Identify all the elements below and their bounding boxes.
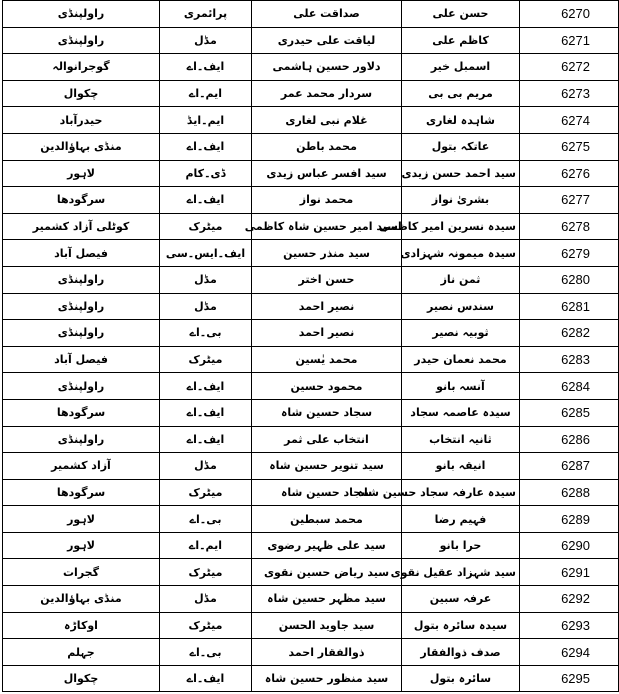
table-row (3, 240, 619, 267)
table-row (3, 107, 619, 134)
serial-number-cell: 6270 (520, 1, 619, 28)
city-cell: گوجرانوالہ (3, 54, 160, 81)
city-cell: اوکاڑہ (3, 612, 160, 639)
name-cell: بشریٰ نواز (402, 187, 520, 214)
name-cell: سیدہ نسرین امیر کاظمی (402, 213, 520, 240)
father-name-cell: محمد نواز (252, 187, 402, 214)
serial-number-cell: 6288 (520, 479, 619, 506)
serial-number-cell: 6275 (520, 133, 619, 160)
city-cell: فیصل آباد (3, 346, 160, 373)
city-cell: راولپنڈی (3, 320, 160, 347)
table-row (3, 320, 619, 347)
name-cell: ثوبیہ نصیر (402, 320, 520, 347)
table-row (3, 586, 619, 613)
serial-number-cell: 6290 (520, 532, 619, 559)
city-cell: لاہور (3, 532, 160, 559)
name-cell: عرفہ سبین (402, 586, 520, 613)
table-row (3, 27, 619, 54)
education-cell: میٹرک (160, 479, 252, 506)
name-cell: سیدہ سائرہ بتول (402, 612, 520, 639)
education-cell: ایف۔ایس۔سی (160, 240, 252, 267)
education-cell: مڈل (160, 266, 252, 293)
serial-number-cell: 6293 (520, 612, 619, 639)
father-name-cell: لیاقت علی حیدری (252, 27, 402, 54)
education-cell: بی۔اے (160, 639, 252, 666)
education-cell: ایف۔اے (160, 665, 252, 692)
serial-number-cell: 6289 (520, 506, 619, 533)
city-cell: راولپنڈی (3, 426, 160, 453)
name-cell: سید شہزاد عقیل نقوی (402, 559, 520, 586)
name-cell: عاتکہ بتول (402, 133, 520, 160)
father-name-cell: سید منذر حسین (252, 240, 402, 267)
table-row (3, 187, 619, 214)
serial-number-cell: 6281 (520, 293, 619, 320)
serial-number-cell: 6295 (520, 665, 619, 692)
father-name-cell: محمد سبطین (252, 506, 402, 533)
education-cell: ایف۔اے (160, 426, 252, 453)
serial-number-cell: 6291 (520, 559, 619, 586)
father-name-cell: سید منظور حسین شاہ (252, 665, 402, 692)
father-name-cell: سید علی ظہیر رضوی (252, 532, 402, 559)
name-cell: محمد نعمان حیدر (402, 346, 520, 373)
education-cell: ڈی۔کام (160, 160, 252, 187)
serial-number-cell: 6282 (520, 320, 619, 347)
table-row (3, 559, 619, 586)
serial-number-cell: 6294 (520, 639, 619, 666)
table-row (3, 266, 619, 293)
serial-number-cell: 6284 (520, 373, 619, 400)
education-cell: میٹرک (160, 213, 252, 240)
city-cell: راولپنڈی (3, 27, 160, 54)
name-cell: شاہدہ لغاری (402, 107, 520, 134)
table-row (3, 373, 619, 400)
city-cell: آزاد کشمیر (3, 453, 160, 480)
education-cell: مڈل (160, 586, 252, 613)
name-cell: سائرہ بتول (402, 665, 520, 692)
city-cell: چکوال (3, 665, 160, 692)
education-cell: پرائمری (160, 1, 252, 28)
father-name-cell: سید ریاض حسین نقوی (252, 559, 402, 586)
name-cell: ثمن ناز (402, 266, 520, 293)
name-cell: سیدہ عارفہ سجاد حسین شاہ (402, 479, 520, 506)
name-cell: آنسہ بانو (402, 373, 520, 400)
table-row (3, 532, 619, 559)
table-row (3, 346, 619, 373)
father-name-cell: حسن اختر (252, 266, 402, 293)
father-name-cell: صداقت علی (252, 1, 402, 28)
father-name-cell: محمد یٰسین (252, 346, 402, 373)
table-row (3, 426, 619, 453)
name-cell: سیدہ عاصمہ سجاد (402, 399, 520, 426)
father-name-cell: سجاد حسین شاہ (252, 479, 402, 506)
city-cell: سرگودھا (3, 399, 160, 426)
serial-number-cell: 6273 (520, 80, 619, 107)
name-cell: فہیم رضا (402, 506, 520, 533)
father-name-cell: غلام نبی لغاری (252, 107, 402, 134)
table-row (3, 293, 619, 320)
serial-number-cell: 6276 (520, 160, 619, 187)
city-cell: راولپنڈی (3, 373, 160, 400)
table-row (3, 612, 619, 639)
father-name-cell: سردار محمد عمر (252, 80, 402, 107)
table-row (3, 639, 619, 666)
city-cell: منڈی بہاؤالدین (3, 586, 160, 613)
father-name-cell: محمد باطن (252, 133, 402, 160)
father-name-cell: سید تنویر حسین شاہ (252, 453, 402, 480)
name-cell: سندس نصیر (402, 293, 520, 320)
father-name-cell: ذوالفقار احمد (252, 639, 402, 666)
results-table-body (3, 1, 619, 692)
city-cell: گجرات (3, 559, 160, 586)
serial-number-cell: 6280 (520, 266, 619, 293)
education-cell: میٹرک (160, 346, 252, 373)
serial-number-cell: 6274 (520, 107, 619, 134)
results-table (2, 0, 619, 692)
city-cell: لاہور (3, 506, 160, 533)
name-cell: سید احمد حسن زیدی (402, 160, 520, 187)
father-name-cell: نصیر احمد (252, 293, 402, 320)
father-name-cell: سید جاوید الحسن (252, 612, 402, 639)
results-sheet (2, 0, 617, 694)
education-cell: ایف۔اے (160, 399, 252, 426)
father-name-cell: سید مظہر حسین شاہ (252, 586, 402, 613)
table-row (3, 506, 619, 533)
serial-number-cell: 6287 (520, 453, 619, 480)
father-name-cell: سجاد حسین شاہ (252, 399, 402, 426)
city-cell: راولپنڈی (3, 266, 160, 293)
city-cell: راولپنڈی (3, 1, 160, 28)
education-cell: ایف۔اے (160, 133, 252, 160)
education-cell: مڈل (160, 293, 252, 320)
serial-number-cell: 6285 (520, 399, 619, 426)
city-cell: جہلم (3, 639, 160, 666)
name-cell: حسن علی (402, 1, 520, 28)
education-cell: ایف۔اے (160, 54, 252, 81)
father-name-cell: سید امیر حسین شاہ کاظمی (252, 213, 402, 240)
education-cell: بی۔اے (160, 506, 252, 533)
name-cell: سیدہ میمونہ شہزادی (402, 240, 520, 267)
city-cell: سرگودھا (3, 187, 160, 214)
city-cell: راولپنڈی (3, 293, 160, 320)
education-cell: ایم۔ایڈ (160, 107, 252, 134)
name-cell: کاظم علی (402, 27, 520, 54)
father-name-cell: دلاور حسین ہاشمی (252, 54, 402, 81)
serial-number-cell: 6272 (520, 54, 619, 81)
table-row (3, 80, 619, 107)
father-name-cell: سید افسر عباس زیدی (252, 160, 402, 187)
serial-number-cell: 6271 (520, 27, 619, 54)
table-row (3, 213, 619, 240)
education-cell: ایف۔اے (160, 187, 252, 214)
education-cell: میٹرک (160, 559, 252, 586)
city-cell: کوٹلی آزاد کشمیر (3, 213, 160, 240)
table-row (3, 1, 619, 28)
table-row (3, 160, 619, 187)
serial-number-cell: 6277 (520, 187, 619, 214)
city-cell: حیدرآباد (3, 107, 160, 134)
table-row (3, 665, 619, 692)
table-row (3, 54, 619, 81)
father-name-cell: نصیر احمد (252, 320, 402, 347)
name-cell: ثانیہ انتخاب (402, 426, 520, 453)
city-cell: فیصل آباد (3, 240, 160, 267)
education-cell: ایف۔اے (160, 373, 252, 400)
name-cell: اسمبل خیر (402, 54, 520, 81)
father-name-cell: محمود حسین (252, 373, 402, 400)
serial-number-cell: 6279 (520, 240, 619, 267)
city-cell: منڈی بہاؤالدین (3, 133, 160, 160)
table-row (3, 133, 619, 160)
father-name-cell: انتخاب علی ثمر (252, 426, 402, 453)
serial-number-cell: 6292 (520, 586, 619, 613)
education-cell: مڈل (160, 453, 252, 480)
name-cell: صدف ذوالفقار (402, 639, 520, 666)
city-cell: چکوال (3, 80, 160, 107)
serial-number-cell: 6278 (520, 213, 619, 240)
name-cell: انیقہ بانو (402, 453, 520, 480)
serial-number-cell: 6286 (520, 426, 619, 453)
education-cell: میٹرک (160, 612, 252, 639)
name-cell: حرا بانو (402, 532, 520, 559)
serial-number-cell: 6283 (520, 346, 619, 373)
table-row (3, 453, 619, 480)
education-cell: ایم۔اے (160, 532, 252, 559)
city-cell: سرگودھا (3, 479, 160, 506)
name-cell: مریم بی بی (402, 80, 520, 107)
table-row (3, 399, 619, 426)
education-cell: بی۔اے (160, 320, 252, 347)
education-cell: مڈل (160, 27, 252, 54)
table-row (3, 479, 619, 506)
education-cell: ایم۔اے (160, 80, 252, 107)
city-cell: لاہور (3, 160, 160, 187)
